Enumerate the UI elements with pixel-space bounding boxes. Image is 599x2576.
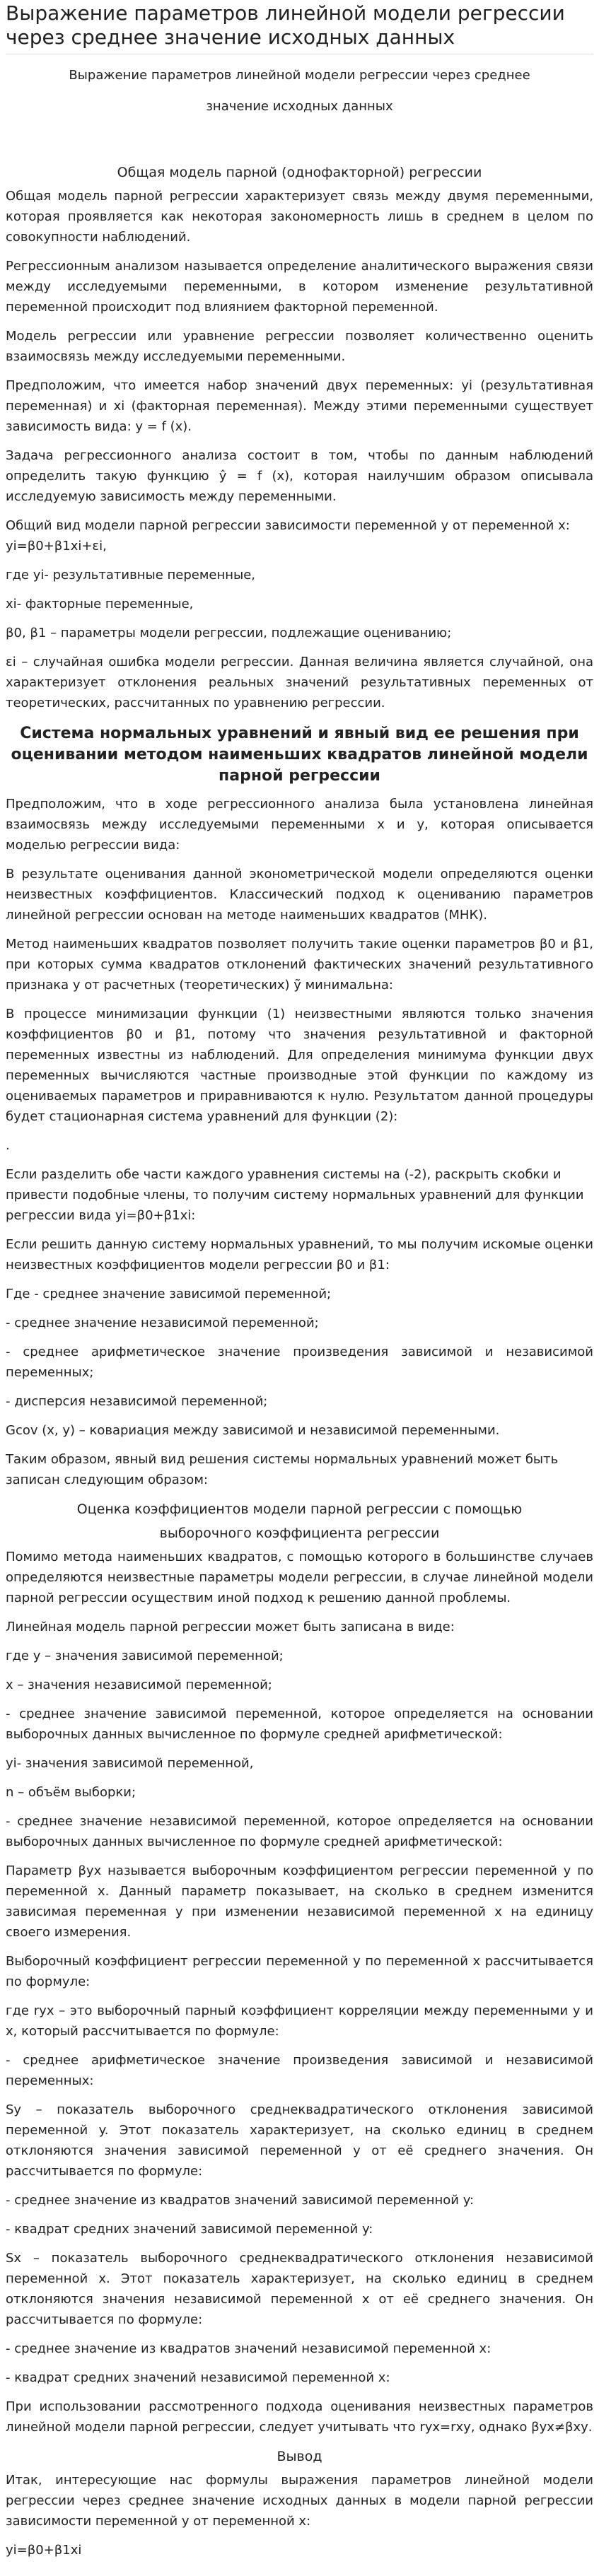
paragraph: Предположим, что имеется набор значений двух переменных: yi (результативная переменная) и xi (факторная переменная). Между этими переменными существует зависимость вида: y = f (x). (6, 378, 593, 434)
section-heading-sample-coefficient-line-1: Оценка коэффициентов модели парной регрессии с помощью (76, 1501, 523, 1517)
paragraph: Где - среднее значение зависимой переменной; (6, 1287, 332, 1301)
paragraph: Общий вид модели парной регрессии зависимости переменной y от переменной x: yi=β0+β1xi+εi, (6, 518, 570, 554)
paragraph: - среднее значение зависимой переменной, которое определяется на основании выборочных данных вычисленное по формуле средней арифметической: (6, 1706, 593, 1742)
paragraph: Предположим, что в ходе регрессионного анализа была установлена линейная взаимосвязь между исследуемыми переменными x и y, которая описывается моделью регрессии вида: (6, 797, 593, 853)
paragraph: yi=β0+β1xi (6, 2543, 82, 2558)
paragraph: Sx – показатель выборочного среднеквадратического отклонения независимой переменной x. Этот показатель характеризует, на сколько единиц в среднем отклоняются значения независимой переменной x от её среднего значения. Он рассчитывается по формуле: (6, 2251, 593, 2327)
paragraph: В результате оценивания данной эконометрической модели определяются оценки неизвестных коэффициентов. Классический подход к оцениванию параметров линейной регрессии основан на методе наименьших квадратов (МНК). (6, 867, 593, 923)
paragraph: - квадрат средних значений независимой переменной x: (6, 2370, 390, 2385)
paragraph: Если разделить обе части каждого уравнения системы на (-2), раскрыть скобки и привести подобные члены, то получим систему нормальных уравнений для функции регрессии вида yi=β0+β1xi: (6, 1167, 584, 1223)
spacer (6, 122, 593, 162)
paragraph: Общая модель парной регрессии характеризует связь между двумя переменными, которая проявляется как некоторая закономерность лишь в среднем в целом по совокупности наблюдений. (6, 189, 593, 245)
paragraph: где rух – это выборочный парный коэффициент корреляции между переменными y и x, который рассчитывается по формуле: (6, 2003, 593, 2039)
paragraph: - среднее значение независимой переменной, которое определяется на основании выборочных данных вычисленное по формуле средней арифметической: (6, 1814, 593, 1849)
paragraph: Помимо метода наименьших квадратов, с помощью которого в большинстве случаев определяются неизвестные параметры модели регрессии, в случае линейной модели парной регрессии осуществим иной подход к решению данной проблемы. (6, 1550, 593, 1605)
paragraph: - среднее значение независимой переменной; (6, 1316, 319, 1330)
paragraph: - квадрат средних значений зависимой переменной y: (6, 2222, 373, 2237)
subtitle-line-2: значение исходных данных (206, 99, 393, 114)
paragraph: Модель регрессии или уравнение регрессии позволяет количественно оценить взаимосвязь между исследуемыми переменными. (6, 329, 593, 364)
paragraph: Если решить данную систему нормальных уравнений, то мы получим искомые оценки неизвестных коэффициентов модели регрессии β0 и β1: (6, 1237, 593, 1272)
paragraph: β0, β1 – параметры модели регрессии, подлежащие оцениванию; (6, 626, 452, 640)
paragraph: Метод наименьших квадратов позволяет получить такие оценки параметров β0 и β1, при которых сумма квадратов отклонений фактических значений результативного признака y от расчетных (теоретических) ỹ минимальна: (6, 937, 593, 993)
paragraph: При использовании рассмотренного подхода оценивания неизвестных параметров линейной модели парной регрессии, следует учитывать что rух=rху, однако βух≠βху. (6, 2399, 593, 2435)
document-title: Выражение параметров линейной модели регрессии через среднее значение исходных данных (6, 1, 593, 54)
paragraph: x – значения независимой переменной; (6, 1678, 272, 1692)
subtitle-line-1: Выражение параметров линейной модели регрессии через среднее (69, 68, 530, 83)
paragraph: Итак, интересующие нас формулы выражения параметров линейной модели регрессии через среднее значение исходных данных в модели парной регрессии зависимости переменной y от переменной x: (6, 2473, 593, 2529)
paragraph: xi- факторные переменные, (6, 597, 194, 611)
paragraph: где y – значения зависимой переменной; (6, 1649, 284, 1663)
paragraph: В процессе минимизации функции (1) неизвестными являются только значения коэффициентов β0 и β1, потому что значения результативной и факторной переменных известны из наблюдений. Для определения минимума функции двух переменных вычисляются частные производные этой функции по каждому из оцениваемых параметров и приравниваются к нулю. Результатом данной процедуры будет стационарная система уравнений для функции (2): (6, 1007, 593, 1124)
section-heading-normal-equations: Система нормальных уравнений и явный вид ее решения при оценивании методом наименьших квадратов линейной модели парной регрессии (11, 725, 588, 785)
paragraph: Таким образом, явный вид решения системы нормальных уравнений может быть записан следующим образом: (6, 1452, 559, 1487)
paragraph: - дисперсия независимой переменной; (6, 1394, 268, 1409)
section-heading-sample-coefficient-line-2: выборочного коэффициента регрессии (159, 1526, 440, 1541)
paragraph: Sy – показатель выборочного среднеквадратического отклонения зависимой переменной y. Этот показатель характеризует, на сколько единиц в среднем отклоняются значения зависимой переменной y от её среднего значения. Он рассчитывается по формуле: (6, 2102, 593, 2179)
paragraph: εi – случайная ошибка модели регрессии. Данная величина является случайной, она характеризует отклонения реальных значений результативных переменных от теоретических, рассчитанных по уравнению регрессии. (6, 655, 593, 710)
paragraph: - среднее арифметическое значение произведения зависимой и независимой переменных; (6, 1345, 593, 1380)
paragraph: Выборочный коэффициент регрессии переменной y по переменной x рассчитывается по формуле: (6, 1954, 593, 1989)
paragraph: Регрессионным анализом называется определение аналитического выражения связи между исследуемыми переменными, в котором изменение результативной переменной происходит под влиянием факторной переменной. (6, 259, 593, 315)
paragraph: Gcov (x, y) – ковариация между зависимой и независимой переменными. (6, 1423, 500, 1438)
paragraph: - среднее значение из квадратов значений зависимой переменной y: (6, 2193, 475, 2208)
paragraph: Линейная модель парной регрессии может быть записана в виде: (6, 1620, 455, 1634)
section-heading-general-model: Общая модель парной (однофакторной) регрессии (117, 165, 482, 180)
paragraph: - среднее значение из квадратов значений независимой переменной x: (6, 2341, 492, 2356)
paragraph: yi- значения зависимой переменной, (6, 1756, 254, 1771)
paragraph: где yi- результативные переменные, (6, 568, 256, 582)
paragraph: - среднее арифметическое значение произведения зависимой и независимой переменных: (6, 2053, 593, 2088)
conclusion-heading: Вывод (277, 2449, 322, 2464)
paragraph: Задача регрессионного анализа состоит в том, чтобы по данным наблюдений определить такую функцию ŷ = f (x), которая наилучшим образом описывала исследуемую зависимость между переменными. (6, 448, 593, 504)
paragraph: Параметр βyx называется выборочным коэффициентом регрессии переменной y по переменной x. Данный параметр показывает, на сколько в среднем изменится зависимая переменная y при изменении независимой переменной x на единицу своего измерения. (6, 1863, 593, 1940)
paragraph: n – объём выборки; (6, 1785, 136, 1800)
paragraph: . (6, 1138, 10, 1153)
